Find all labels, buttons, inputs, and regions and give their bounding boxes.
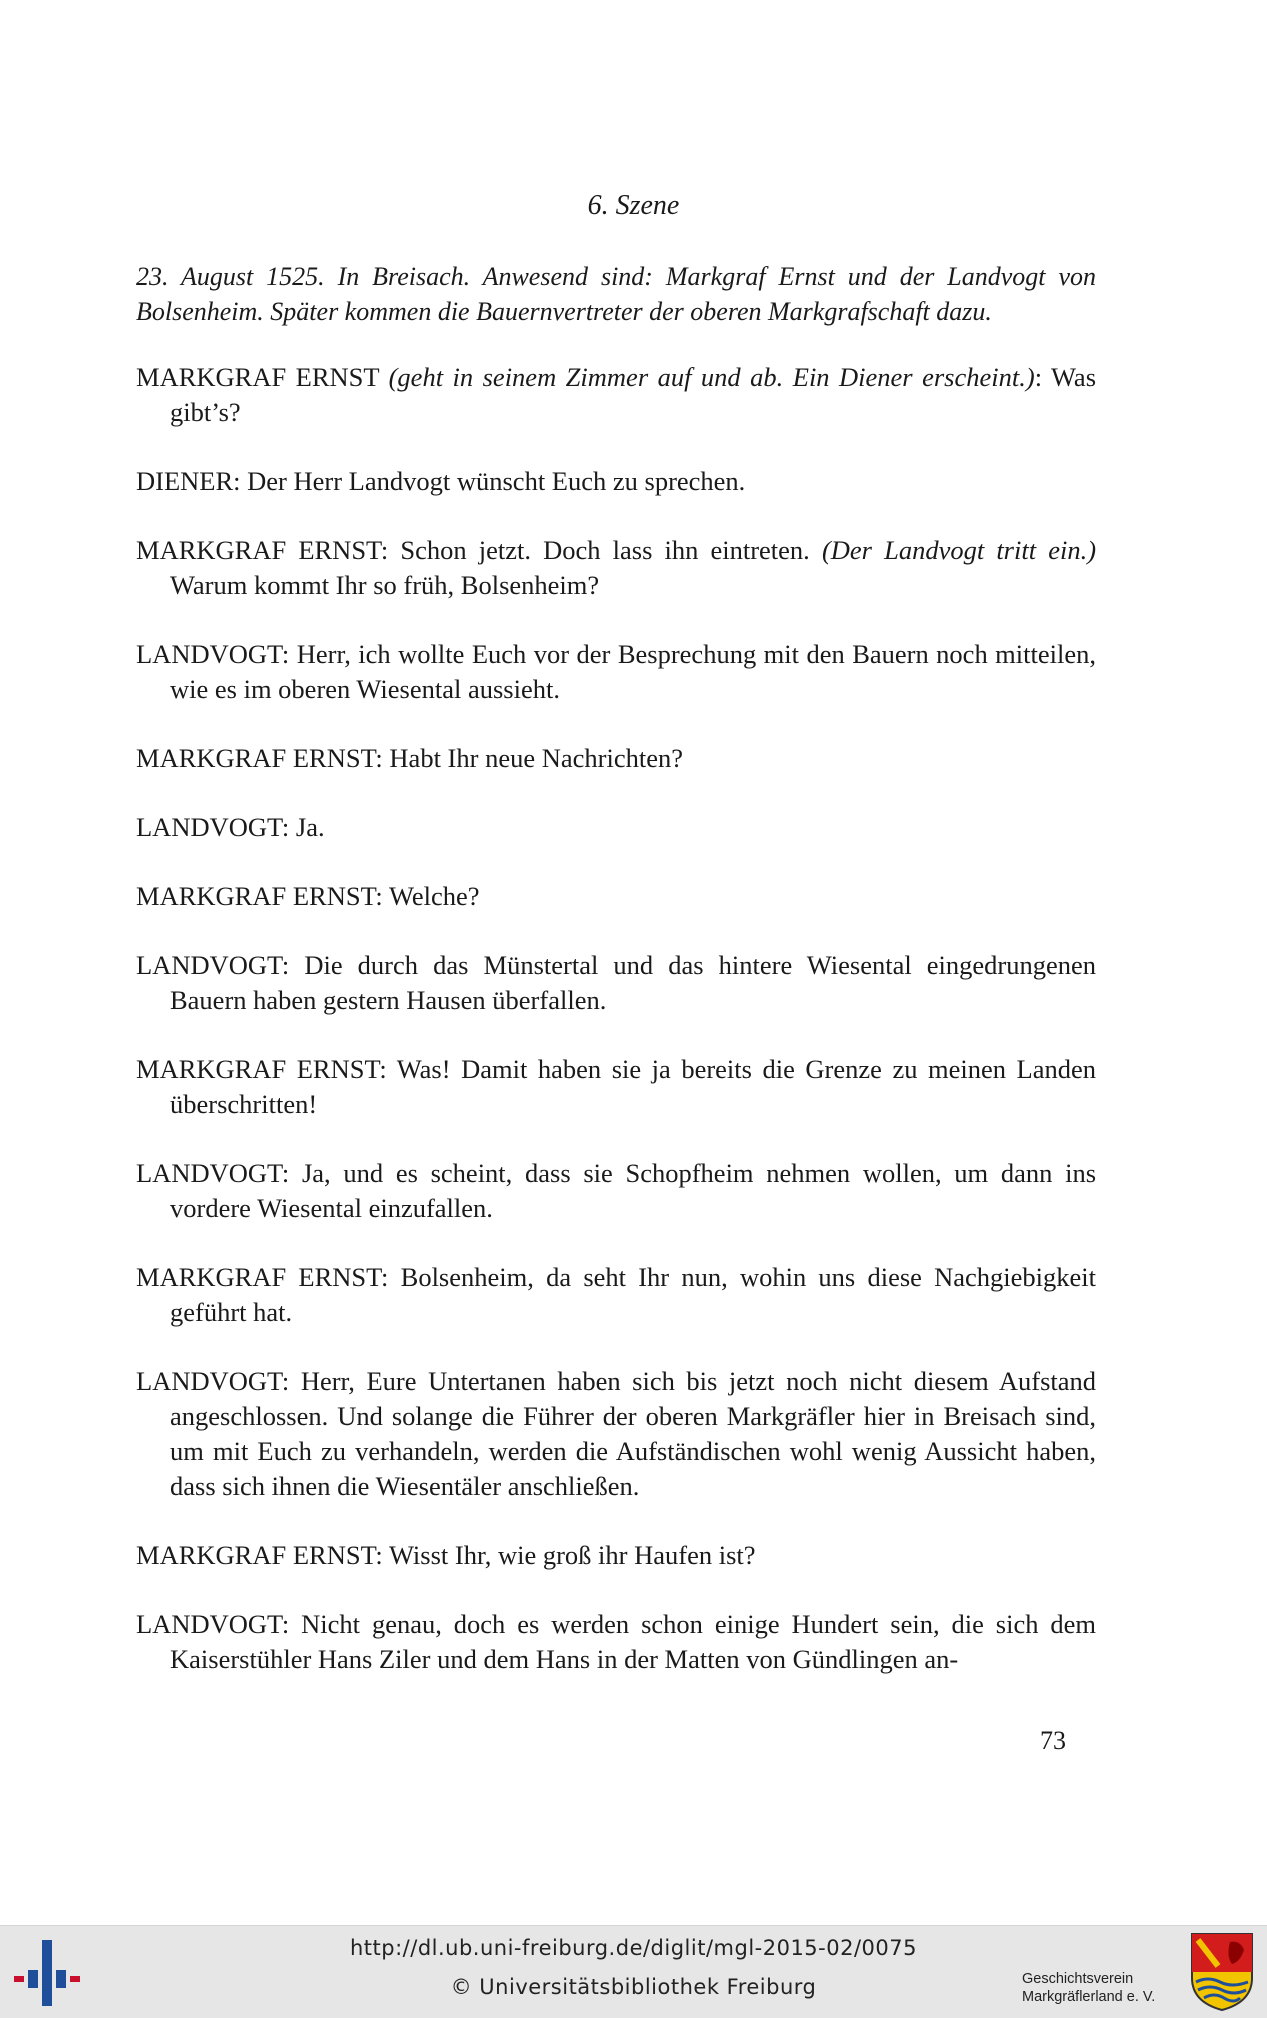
dialogue-line <box>136 1052 1096 1122</box>
markgraeflerland-crest-icon <box>1190 1932 1254 2012</box>
dialogue-line <box>136 1260 1096 1330</box>
speech-text: Nicht genau, doch es werden schon einige Hundert sein, die sich dem Kaiserstühler Hans Ziler und dem Hans in der Matten von Gündlingen an- <box>170 1609 1096 1674</box>
speech-text: Was gibt’s? <box>170 362 1097 427</box>
stage-direction-inline: (geht in seinem Zimmer auf und ab. Ein Diener erscheint.) <box>388 362 1035 392</box>
dialogue-line <box>136 879 1096 914</box>
speech-text: Welche? <box>388 881 480 911</box>
dialogue-line <box>136 741 1096 776</box>
stage-direction: 23. August 1525. In Breisach. Anwesend sind: Markgraf Ernst und der Landvogt von Bolsenheim. Später kommen die Bauernvertreter der oberen Markgrafschaft dazu. <box>136 262 1096 326</box>
dialogue-line <box>136 637 1096 707</box>
speech-text: Was! Damit haben sie ja bereits die Grenze zu meinen Landen überschritten! <box>170 1054 1097 1119</box>
speaker-name: MARKGRAF ERNST: <box>136 881 383 911</box>
speech-text: Habt Ihr neue Nachrichten? <box>389 743 683 773</box>
society-line-1: Geschichtsverein <box>1022 1971 1134 1987</box>
dialogue <box>136 360 1096 1711</box>
dialogue-line <box>136 464 1096 499</box>
stage-direction-inline: (Der Landvogt tritt ein.) <box>821 535 1097 565</box>
dialogue-line: MARKGRAF ERNST (geht in seinem Zimmer auf und ab. Ein Diener erscheint.): Was gibt’s? <box>136 362 1097 427</box>
speech-text: Herr, ich wollte Euch vor der Besprechung mit den Bauern noch mitteilen, wie es im oberen Wiesental aussieht. <box>170 639 1096 704</box>
speaker-name: LANDVOGT: <box>136 812 290 842</box>
footer-url-link[interactable]: http://dl.ub.uni-freiburg.de/diglit/mgl-2015-02/0075 <box>349 1936 917 1960</box>
speaker-name: LANDVOGT: <box>136 1366 290 1396</box>
dialogue-line <box>136 1156 1096 1226</box>
speech-text: Ja, und es scheint, dass sie Schopfheim nehmen wollen, um dann ins vordere Wiesental einzufallen. <box>170 1158 1097 1223</box>
dialogue-line <box>136 1607 1096 1677</box>
speech-text: Wisst Ihr, wie groß ihr Haufen ist? <box>388 1540 756 1570</box>
speech-text: Herr, Eure Untertanen haben sich bis jetzt noch nicht diesem Aufstand angeschlossen. Und solange die Führer der oberen Markgräfler hier in Breisach sind, um mit Euch zu verhandeln, werden die Aufständischen wohl wenig Aussicht haben, dass sich ihnen die Wiesentäler anschließen. <box>170 1366 1097 1501</box>
speaker-name: DIENER: <box>136 466 241 496</box>
speaker-name: MARKGRAF ERNST: <box>136 1262 389 1292</box>
speech-text: Ja. <box>295 812 325 842</box>
dialogue-line <box>136 810 1096 845</box>
speaker-name: LANDVOGT: <box>136 1609 290 1639</box>
society-line-2: Markgräflerland e. V. <box>1022 1989 1156 2005</box>
dialogue-line <box>136 1538 1096 1573</box>
scene-title: 6. Szene <box>587 190 680 221</box>
speaker-name: MARKGRAF ERNST <box>136 362 380 392</box>
speaker-name: LANDVOGT: <box>136 950 290 980</box>
footer-copyright: © Universitätsbibliothek Freiburg <box>450 1975 817 1999</box>
speech-text: Schon jetzt. Doch lass ihn eintreten. <box>400 535 810 565</box>
dialogue-line <box>136 1364 1096 1504</box>
speaker-name: LANDVOGT: <box>136 1158 290 1188</box>
speaker-name: MARKGRAF ERNST: <box>136 1540 383 1570</box>
speaker-name: MARKGRAF ERNST: <box>136 535 389 565</box>
dialogue-line <box>136 533 1096 603</box>
speech-text: Bolsenheim, da seht Ihr nun, wohin uns diese Nachgiebigkeit geführt hat. <box>170 1262 1097 1327</box>
speaker-name: MARKGRAF ERNST: <box>136 1054 387 1084</box>
speaker-name: MARKGRAF ERNST: <box>136 743 383 773</box>
speech-text: Warum kommt Ihr so früh, Bolsenheim? <box>170 570 600 600</box>
page-number: 73 <box>1040 1726 1066 1755</box>
dialogue-line <box>136 948 1096 1018</box>
footer-bar <box>0 1925 1267 2018</box>
society-name <box>1022 1970 1155 2006</box>
speaker-name: LANDVOGT: <box>136 639 290 669</box>
speech-text: Die durch das Münstertal und das hintere Wiesental eingedrungenen Bauern haben gestern Hausen überfallen. <box>170 950 1097 1015</box>
speech-text: Der Herr Landvogt wünscht Euch zu sprechen. <box>247 466 746 496</box>
